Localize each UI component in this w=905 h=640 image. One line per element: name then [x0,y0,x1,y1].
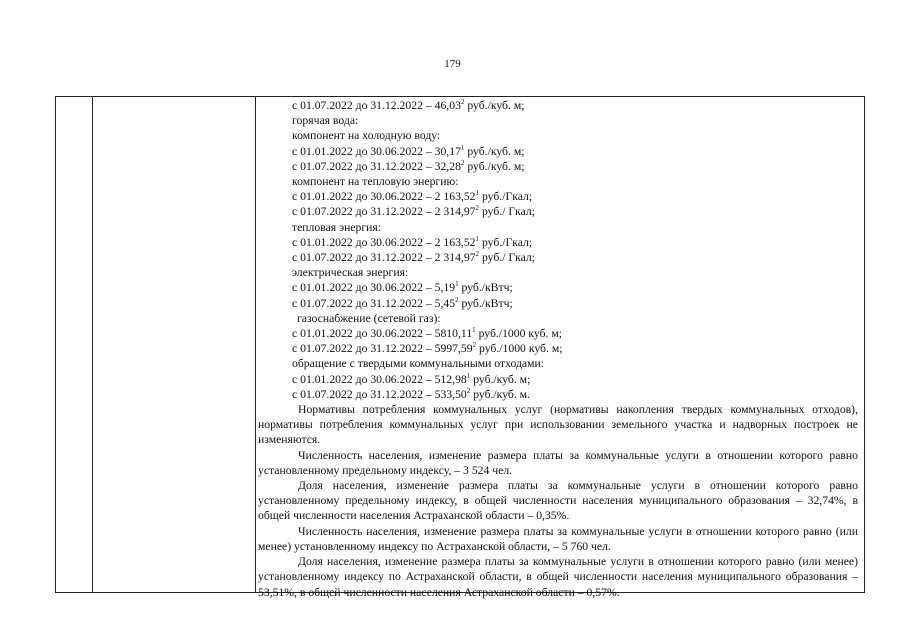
tariff-heading: компонент на тепловую энергию: [292,175,459,189]
tariff-line: с 01.01.2022 до 30.06.2022 – 2 163,52$^1$ руб./Гкал; [292,234,533,249]
tariff-line: с 01.01.2022 до 30.06.2022 – 512,98$^1$ руб./куб. м; [292,371,531,386]
tariff-heading: тепловая энергия: [292,220,382,234]
tariff-line: с 01.07.2022 до 31.12.2022 – 2 314,97$^2$ руб./ Гкал; [292,204,535,219]
document-table [55,96,865,599]
paragraph-population-count: Численность населения, изменение размера платы за коммунальные услуги в отношении которого равно установленному предельному индексу, – 3 524 чел. [258,448,858,477]
tariff-heading: компонент на холодную воду: [292,129,441,143]
tariff-line: с 01.07.2022 до 31.12.2022 – 46,03$^2$ руб./куб. м; [292,98,525,112]
tariff-line: с 01.01.2022 до 30.06.2022 – 5,19$^1$ руб./кВтч; [292,280,513,295]
tariff-line: с 01.01.2022 до 30.06.2022 – 2 163,52$^1$ руб./Гкал; [292,189,533,204]
table-content-cell [256,98,858,600]
tariff-heading: электрическая энергия: [292,266,409,280]
paragraph-population-count-regional: Численность населения, изменение размера платы за коммунальные услуги в отношении которого равно (или менее) установленному индексу по Астраханской области, – 5 760 чел. [258,524,858,553]
page-number: 179 [444,58,461,70]
tariff-line: с 01.07.2022 до 31.12.2022 – 2 314,97$^2$ руб./ Гкал; [292,250,535,265]
tariff-line: с 01.01.2022 до 30.06.2022 – 30,17$^1$ руб./куб. м; [292,143,525,158]
tariff-line: с 01.07.2022 до 31.12.2022 – 5997,59$^2$ руб./1000 куб. м; [292,341,563,356]
tariff-heading: горячая вода: [292,114,359,128]
tariff-line: с 01.07.2022 до 31.12.2022 – 32,28$^2$ руб./куб. м; [292,158,525,173]
tariff-line: с 01.01.2022 до 30.06.2022 – 5810,11$^1$ руб./1000 куб. м; [292,326,563,341]
paragraph-population-share: Доля населения, изменение размера платы за коммунальные услуги в отношении которого равно установленному предельному индексу, в общей численности населения муниципального образования – 32,74%, в общей численности населения Астраханской области – 0,35%. [258,479,858,523]
tariff-heading: газоснабжение (сетевой газ): [297,311,441,325]
column-divider-1 [92,97,93,592]
paragraph-standards: Нормативы потребления коммунальных услуг (нормативы накопления твердых коммунальных отходов), нормативы потребления коммунальных услуг при использовании земельного участка и надворных построек не изменяются. [258,403,858,447]
paragraph-population-share-regional: Доля населения, изменение размера платы за коммунальные услуги в отношении которого равно (или менее) установленному индексу по Астраханской области, в общей численности населения муниципального образования – 53,51%, в общей численности населения Астраханской области – 0,57%. [258,555,858,599]
tariff-line: с 01.07.2022 до 31.12.2022 – 533,50$^2$ руб./куб. м. [292,386,530,401]
tariff-line: с 01.07.2022 до 31.12.2022 – 5,45$^2$ руб./кВтч; [292,295,513,310]
tariff-heading: обращение с твердыми коммунальными отходами: [292,357,545,371]
